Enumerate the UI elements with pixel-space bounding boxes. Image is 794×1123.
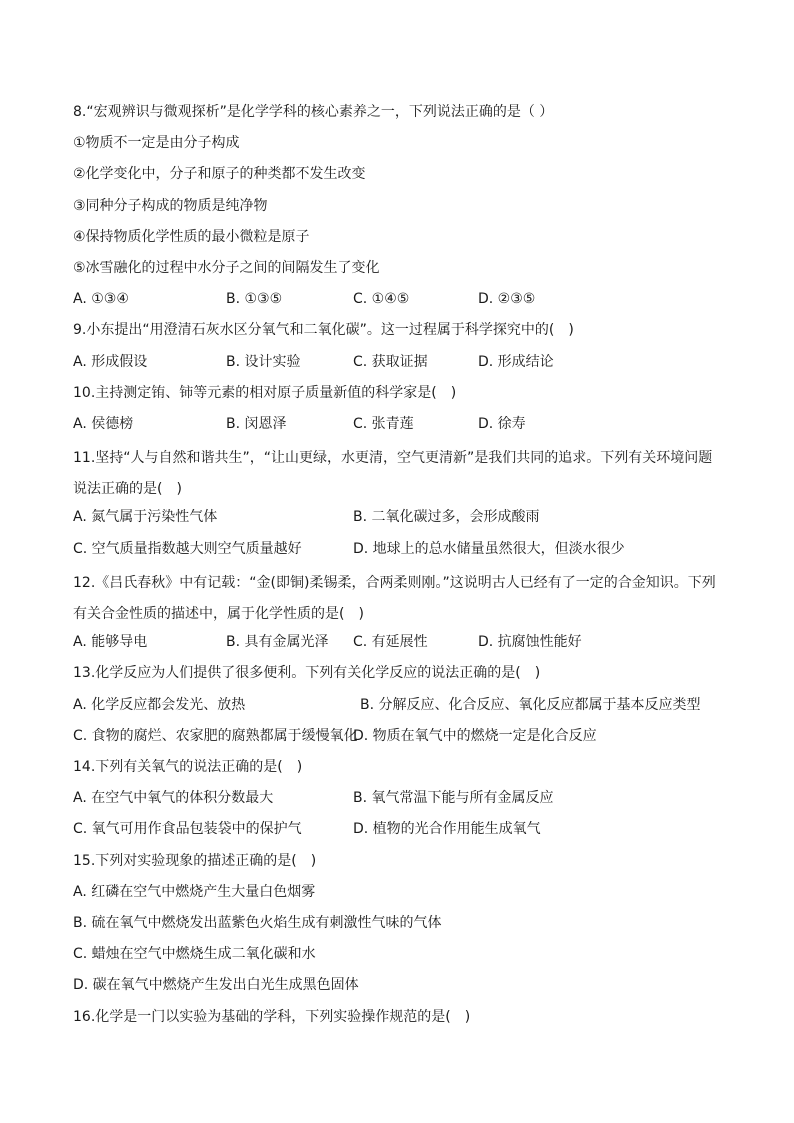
q11-options-row2 — [73, 537, 723, 568]
question-16-stem: 16.化学是一门以实验为基础的学科，下列实验操作规范的是( ) — [73, 1008, 471, 1025]
q9-option-c: C. 获取证据 — [353, 353, 428, 370]
q13-option-a: A. 化学反应都会发光、放热 — [73, 696, 246, 713]
q13-option-c: C. 食物的腐烂、农家肥的腐熟都属于缓慢氧化 — [73, 727, 358, 744]
question-13-stem: 13.化学反应为人们提供了很多便利。下列有关化学反应的说法正确的是( ) — [73, 665, 541, 682]
q8-statement-4: ④保持物质化学性质的最小微粒是原子 — [73, 228, 310, 245]
q11-option-c: C. 空气质量指数越大则空气质量越好 — [73, 540, 302, 557]
q9-option-a: A. 形成假设 — [73, 353, 148, 370]
q8-options — [73, 287, 723, 318]
q10-options — [73, 412, 723, 443]
q14-options-row2 — [73, 817, 723, 848]
question-10-stem: 10.主持测定铕、铈等元素的相对原子质量新值的科学家是( ) — [73, 384, 457, 401]
exam-page — [73, 100, 723, 1036]
q11-option-a: A. 氮气属于污染性气体 — [73, 509, 218, 526]
question-8-stem: 8.“宏观辨识与微观探析”是化学学科的核心素养之一，下列说法正确的是（ ） — [73, 104, 554, 120]
q8-option-d: D. ②③⑤ — [478, 291, 536, 308]
q14-option-a: A. 在空气中氧气的体积分数最大 — [73, 790, 274, 807]
q8-option-a: A. ①③④ — [73, 291, 129, 308]
q9-option-d: D. 形成结论 — [478, 353, 554, 370]
q15-option-d: D. 碳在氧气中燃烧产生发出白光生成黑色固体 — [73, 977, 359, 994]
q12-option-d: D. 抗腐蚀性能好 — [478, 634, 582, 651]
q15-option-b: B. 硫在氧气中燃烧发出蓝紫色火焰生成有刺激性气味的气体 — [73, 914, 442, 931]
q15-option-c: C. 蜡烛在空气中燃烧生成二氧化碳和水 — [73, 946, 316, 963]
q10-option-a: A. 侯德榜 — [73, 415, 134, 432]
q10-option-d: D. 徐寿 — [478, 415, 526, 432]
q14-option-b: B. 氧气常温下能与所有金属反应 — [353, 790, 554, 807]
q14-option-d: D. 植物的光合作用能生成氧气 — [353, 821, 541, 838]
q12-option-c: C. 有延展性 — [353, 634, 428, 651]
q13-option-d: D. 物质在氧气中的燃烧一定是化合反应 — [353, 727, 597, 744]
q12-option-a: A. 能够导电 — [73, 634, 148, 651]
q13-options-row1 — [73, 693, 723, 724]
question-15-stem: 15.下列对实验现象的描述正确的是( ) — [73, 852, 317, 869]
q9-option-b: B. 设计实验 — [226, 353, 301, 370]
q11-options-row1 — [73, 505, 723, 536]
q8-option-b: B. ①③⑤ — [226, 291, 283, 308]
question-9-stem: 9.小东提出“用澄清石灰水区分氧气和二氧化碳”。这一过程属于科学探究中的( ) — [73, 322, 574, 339]
q14-options-row1 — [73, 786, 723, 817]
q11-option-d: D. 地球上的总水储量虽然很大，但淡水很少 — [353, 540, 625, 557]
q8-option-c: C. ①④⑤ — [353, 291, 410, 308]
q8-statement-5: ⑤冰雪融化的过程中水分子之间的间隔发生了变化 — [73, 259, 380, 276]
q8-statement-1: ①物质不一定是由分子构成 — [73, 135, 240, 152]
q10-option-c: C. 张青莲 — [353, 415, 414, 432]
q14-option-c: C. 氧气可用作食品包装袋中的保护气 — [73, 821, 302, 838]
q9-options — [73, 350, 723, 381]
q12-options — [73, 630, 723, 661]
q10-option-b: B. 闵恩泽 — [226, 415, 287, 432]
q12-option-b: B. 具有金属光泽 — [226, 634, 329, 651]
q13-options-row2 — [73, 724, 723, 755]
q8-statement-3: ③同种分子构成的物质是纯净物 — [73, 197, 268, 214]
q8-statement-2: ②化学变化中，分子和原子的种类都不发生改变 — [73, 166, 366, 183]
question-12-stem: 12.《吕氏春秋》中有记载：“金(即铜)柔锡柔，合两柔则刚。”这说明古人已经有了一定的合金知识。下列有关合金性质的描述中，属于化学性质的是( ) — [73, 574, 716, 623]
q13-option-b: B. 分解反应、化合反应、氧化反应都属于基本反应类型 — [360, 696, 701, 713]
q11-option-b: B. 二氧化碳过多，会形成酸雨 — [353, 509, 540, 526]
q15-option-a: A. 红磷在空气中燃烧产生大量白色烟雾 — [73, 883, 316, 900]
question-11-stem: 11.坚持“人与自然和谐共生”，“让山更绿，水更清，空气更清新”是我们共同的追求。下列有关环境问题说法正确的是( ) — [73, 450, 713, 498]
question-14-stem: 14.下列有关氧气的说法正确的是( ) — [73, 759, 303, 775]
